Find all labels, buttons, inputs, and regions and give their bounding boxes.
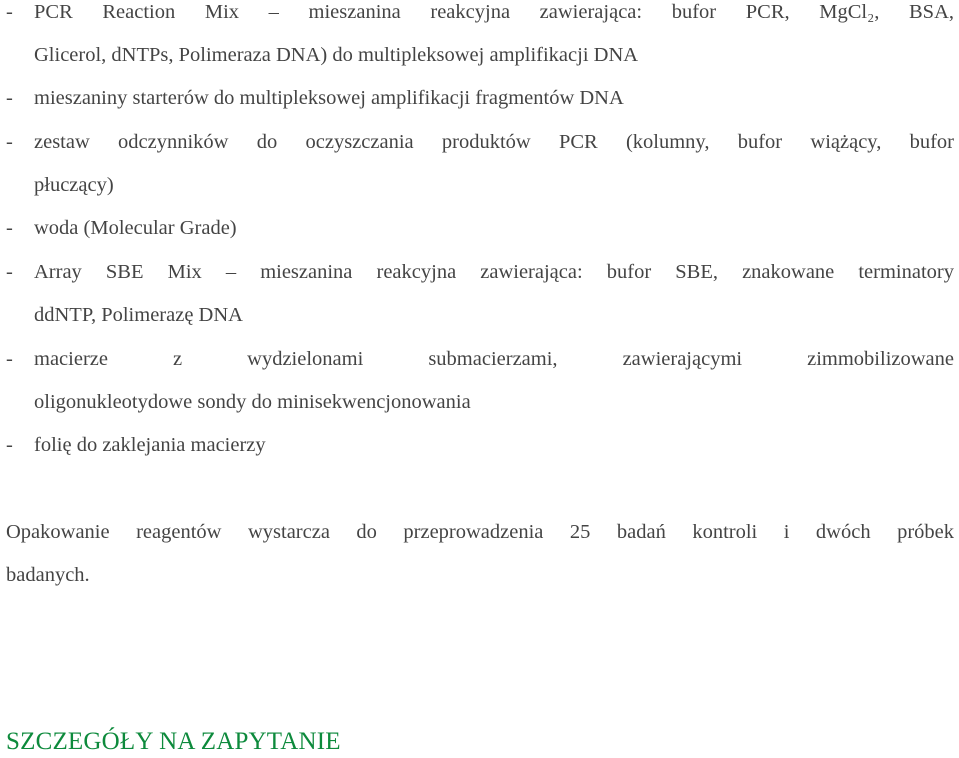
paragraph-line-1: Opakowanie reagentów wystarcza do przeprowadzenia 25 badań kontroli i dwóch próbek <box>6 521 954 543</box>
list-item-2-line-1: mieszaniny starterów do multipleksowej amplifikacji fragmentów DNA <box>34 87 624 109</box>
list-item-7-line-1: folię do zaklejania macierzy <box>34 434 266 456</box>
list-dash: - <box>6 434 13 456</box>
list-item-5-line-1: Array SBE Mix – mieszanina reakcyjna zawierająca: bufor SBE, znakowane terminatory <box>34 261 954 283</box>
paragraph-line-2: badanych. <box>6 564 90 586</box>
list-dash: - <box>6 87 13 109</box>
list-dash: - <box>6 217 13 239</box>
list-dash: - <box>6 348 13 370</box>
list-dash: - <box>6 131 13 153</box>
list-item-6-line-2: oligonukleotydowe sondy do minisekwencjonowania <box>34 391 471 413</box>
list-dash: - <box>6 1 13 23</box>
list-item-3-line-2: płuczący) <box>34 174 114 196</box>
list-item-5-line-2: ddNTP, Polimerazę DNA <box>34 304 243 326</box>
list-item-1-line-1: PCR Reaction Mix – mieszanina reakcyjna zawierająca: bufor PCR, MgCl₂, BSA, <box>34 1 954 23</box>
list-item-6-line-1: macierze z wydzielonami submacierzami, zawierającymi zimmobilizowane <box>34 348 954 370</box>
list-item-1-line-2: Glicerol, dNTPs, Polimeraza DNA) do multipleksowej amplifikacji DNA <box>34 44 639 66</box>
list-item-4-line-1: woda (Molecular Grade) <box>34 217 237 239</box>
inquiry-heading: SZCZEGÓŁY NA ZAPYTANIE <box>6 728 341 755</box>
list-item-3-line-1: zestaw odczynników do oczyszczania produktów PCR (kolumny, bufor wiążący, bufor <box>34 131 954 153</box>
list-dash: - <box>6 261 13 283</box>
